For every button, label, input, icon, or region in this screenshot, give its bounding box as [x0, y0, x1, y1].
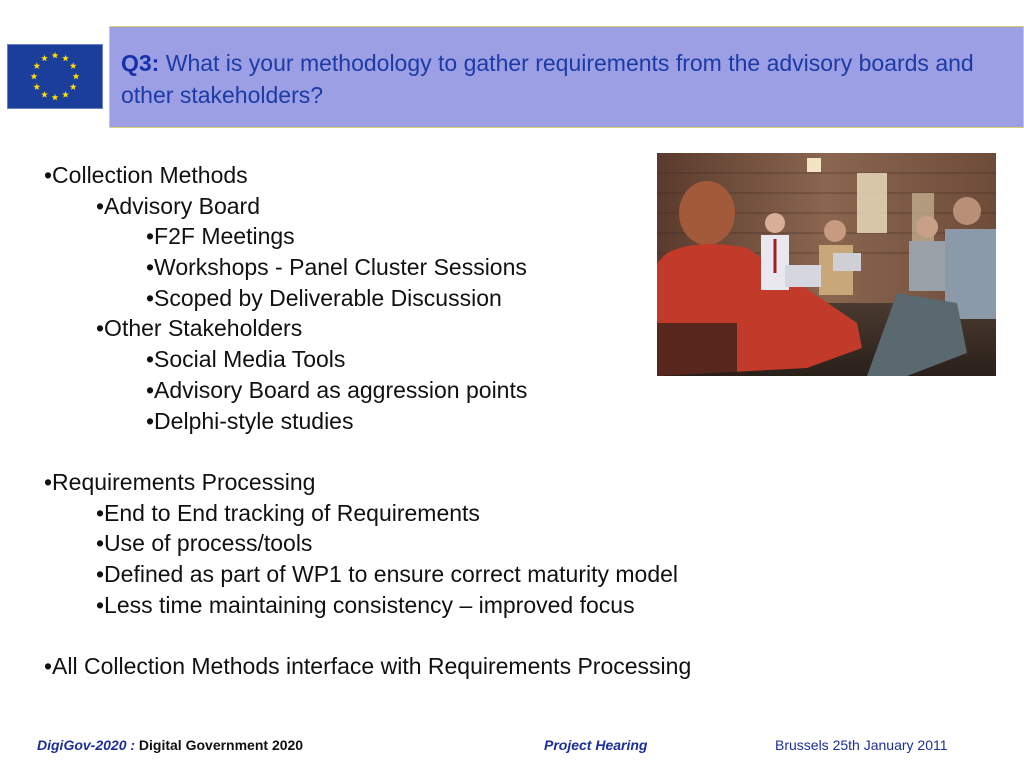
bullet-level-3: •Scoped by Deliverable Discussion: [146, 284, 502, 311]
footer-date-location: Brussels 25th January 2011: [775, 737, 948, 753]
bullet-spacer: [44, 620, 804, 651]
bullet-level-2: •Defined as part of WP1 to ensure correct maturity model: [96, 560, 679, 587]
bullet-level-1: •Collection Methods: [44, 162, 248, 188]
title-question-text: What is your methodology to gather requirements from the advisory boards and other stakeholders?: [121, 50, 974, 108]
bullet-level-2: •Other Stakeholders: [96, 315, 303, 342]
slide-title: [121, 47, 1011, 111]
bullet-level-3: •Delphi-style studies: [146, 407, 354, 434]
bullet-level-3: •F2F Meetings: [146, 223, 295, 250]
eu-flag-icon: [7, 44, 103, 109]
bullet-level-2: •End to End tracking of Requirements: [96, 499, 480, 526]
footer: [0, 737, 1024, 757]
title-box: [109, 26, 1024, 128]
title-question-number: Q3:: [121, 50, 160, 76]
bullet-level-2: •Less time maintaining consistency – improved focus: [96, 591, 635, 618]
bullet-level-3: •Social Media Tools: [146, 346, 346, 373]
bullet-level-2: •Advisory Board: [96, 192, 261, 219]
bullet-level-3: •Workshops - Panel Cluster Sessions: [146, 254, 527, 281]
footer-brand: DigiGov-2020 :: [37, 737, 136, 753]
footer-subtitle: Digital Government 2020: [135, 737, 304, 753]
bullet-level-1: •All Collection Methods interface with Requirements Processing: [44, 653, 692, 679]
bullet-level-2: •Use of process/tools: [96, 530, 313, 557]
footer-event: Project Hearing: [544, 737, 648, 753]
meeting-photo: [657, 153, 996, 376]
bullet-spacer: [44, 436, 804, 467]
footer-project-name: [37, 737, 303, 753]
bullet-level-1: •Requirements Processing: [44, 468, 316, 495]
bullet-level-3: •Advisory Board as aggression points: [146, 376, 528, 403]
